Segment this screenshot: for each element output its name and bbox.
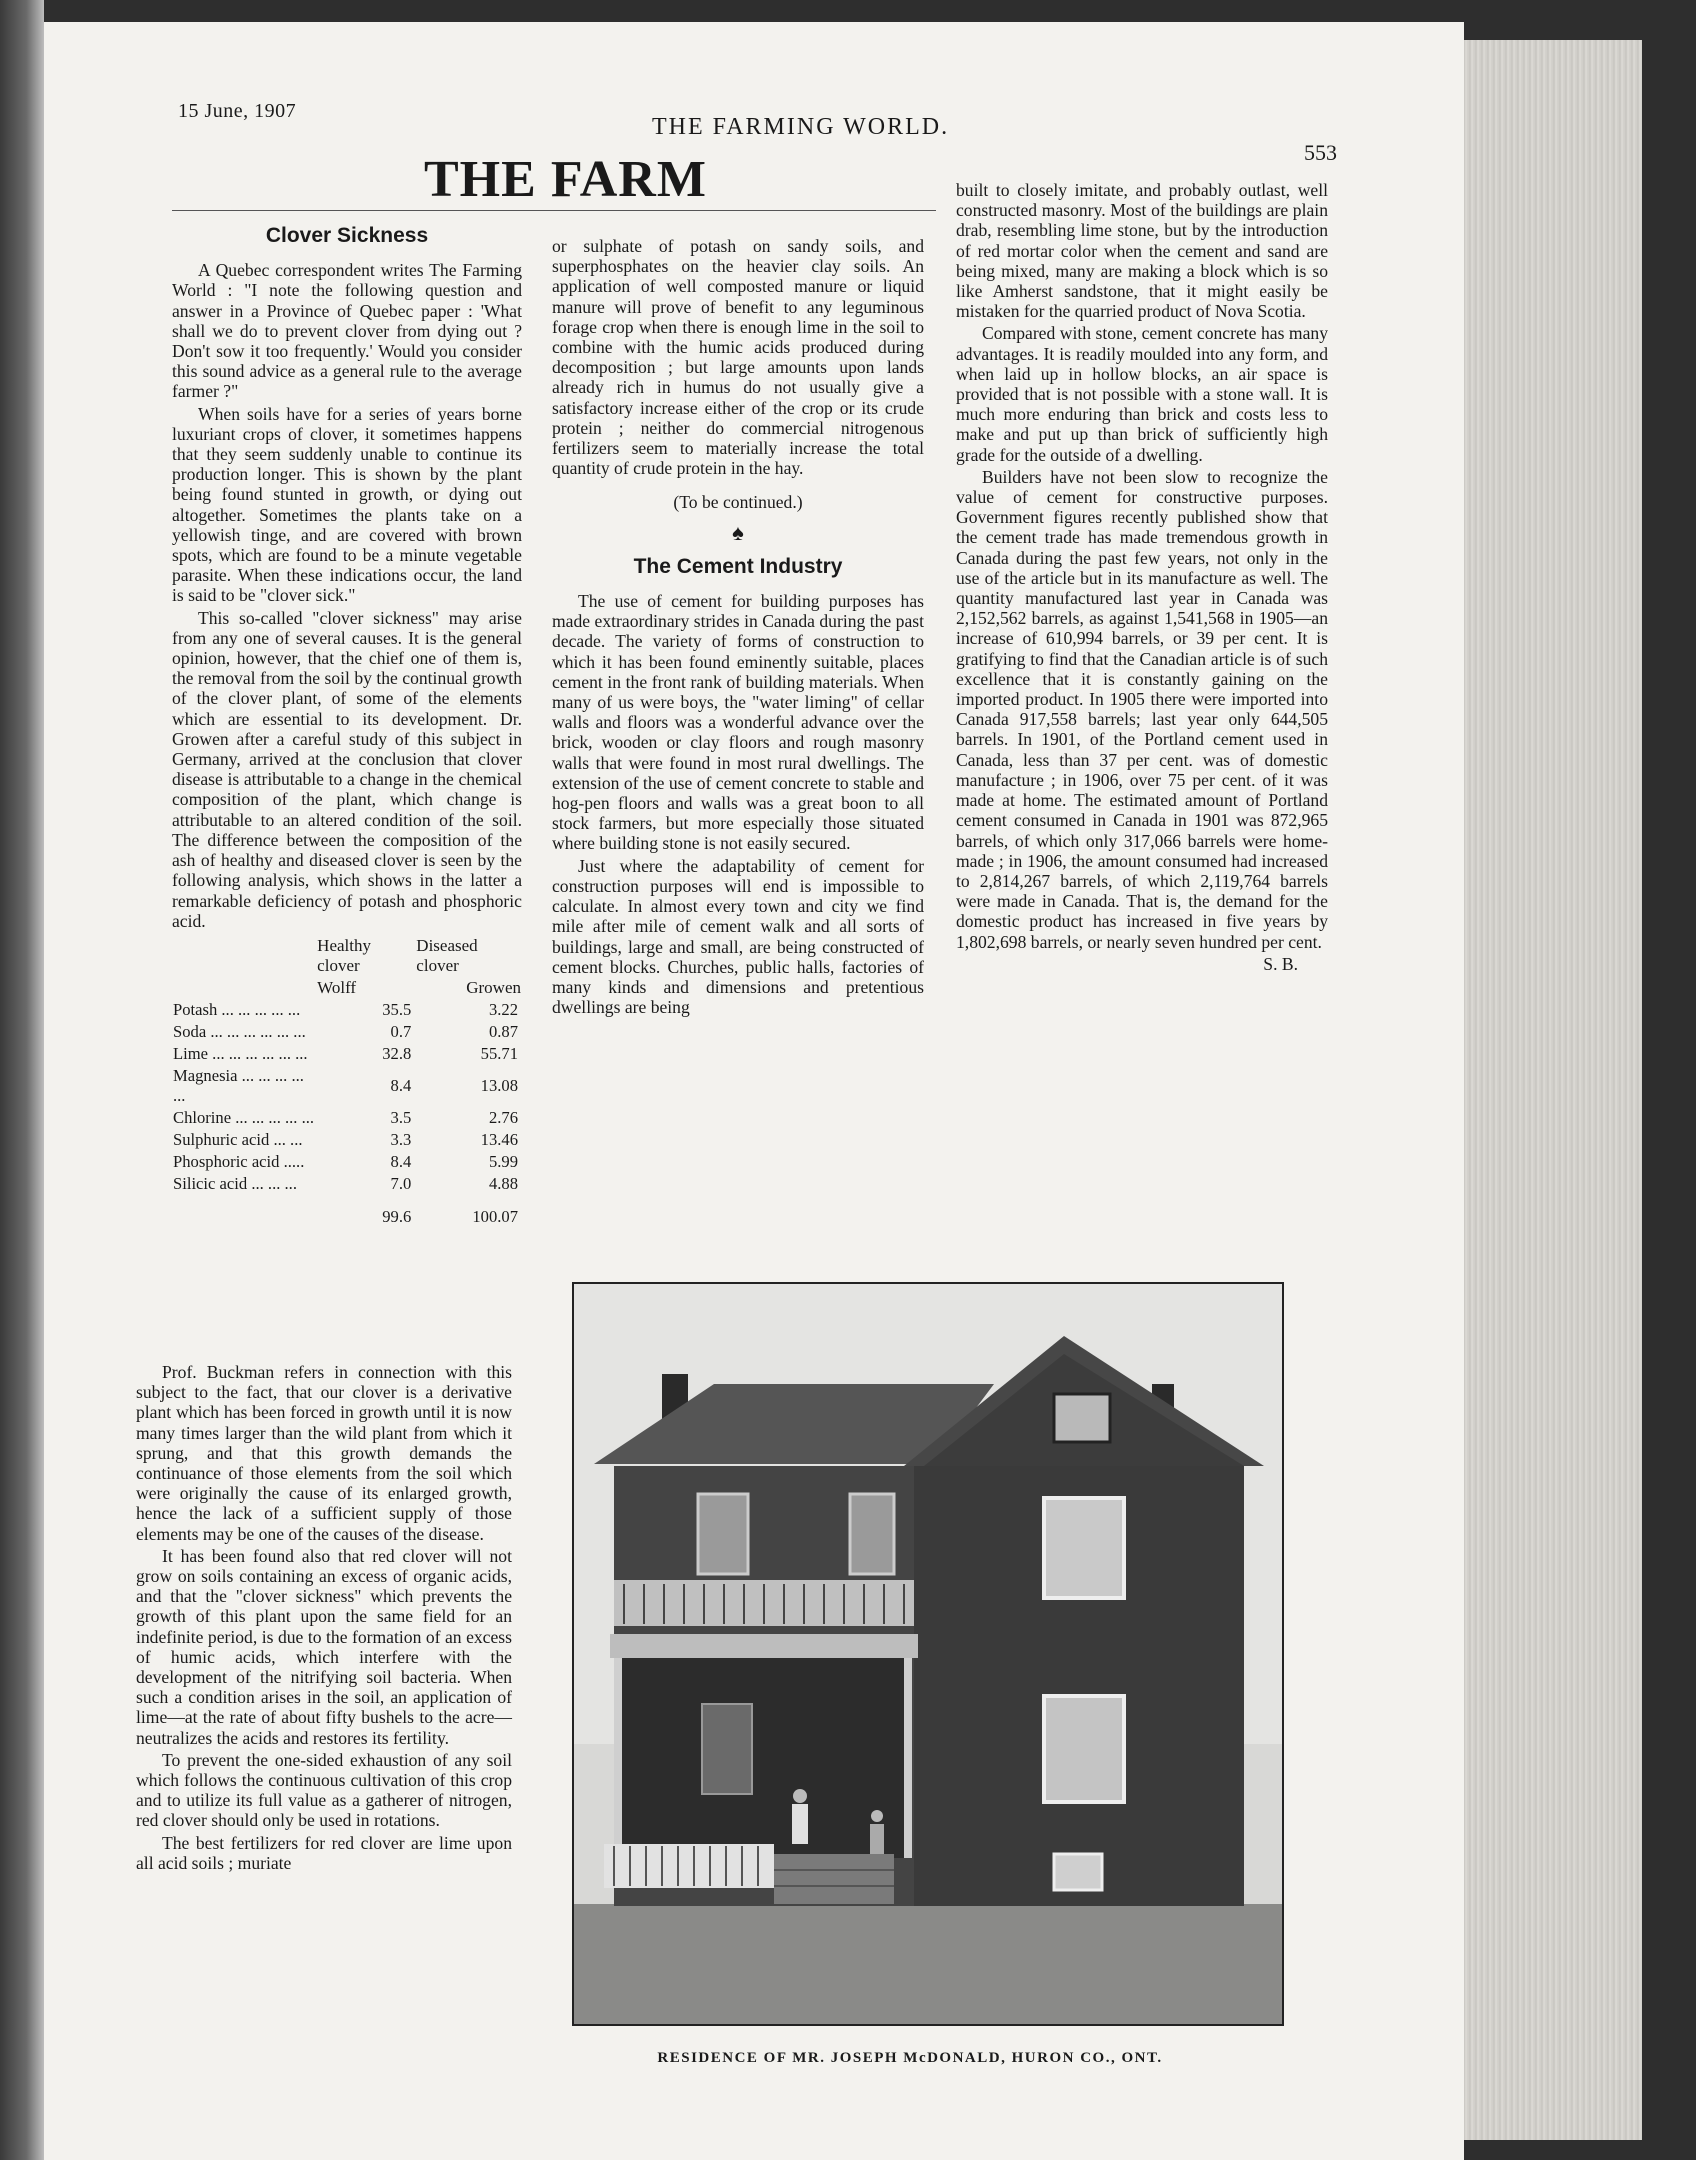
paragraph: Just where the adaptability of cement for construction purposes will end is impossible to calculate. In almost every town and city we find mile after mile of cement walk and all sorts of buildings, large and small, are being constructed of cement blocks. Churches, public halls, factories of many kinds and dimensions and pretentious dwellings are being <box>552 855 924 1018</box>
table-row <box>172 1129 522 1151</box>
row-label: Lime ... ... ... ... ... ... <box>173 1043 308 1063</box>
paragraph: Prof. Buckman refers in connection with this subject to the fact, that our clover is a derivative plant which has been forced in growth until it is now many times larger than the wild plant from which it sprung, and that this growth demands the continuance of those elements from the soil which were originally the cause of its enlarged growth, hence the lack of a sufficient supply of those elements may be one of the causes of the disease. <box>136 1362 512 1544</box>
clover-ash-analysis-table <box>172 935 522 1228</box>
column-1-lower <box>136 1362 512 1873</box>
diseased-value: 4.88 <box>488 1173 518 1193</box>
paragraph: Compared with stone, cement concrete has many advantages. It is readily moulded into any form, and when laid up in hollow blocks, an air space is provided that is not possible with a stone wall. It is much more enduring than brick and costs less to make and put up than brick of sufficiently high grade for the outside of a dwelling. <box>956 323 1328 465</box>
healthy-value: 3.3 <box>390 1129 412 1149</box>
section-title: THE FARM <box>424 151 707 208</box>
article-title-cement-industry: The Cement Industry <box>633 554 843 578</box>
healthy-value: 7.0 <box>390 1173 412 1193</box>
table-total-row <box>172 1195 522 1228</box>
paragraph: The best fertilizers for red clover are lime upon all acid soils ; muriate <box>136 1832 512 1873</box>
club-ornament-icon: ♠ <box>732 519 744 545</box>
scan-edge-left <box>0 0 44 2160</box>
paragraph: To prevent the one-sided exhaustion of any soil which follows the continuous cultivation of this crop and to utilize its full value as a gatherer of nitrogen, red clover should only be used in rotations. <box>136 1749 512 1831</box>
healthy-value: 32.8 <box>382 1043 412 1063</box>
diseased-value: 3.22 <box>488 999 518 1019</box>
table-row <box>172 1021 522 1043</box>
total-diseased: 100.07 <box>472 1206 518 1226</box>
row-label: Potash ... ... ... ... ... <box>173 999 301 1019</box>
total-healthy: 99.6 <box>382 1206 412 1226</box>
book-page-edges <box>1462 40 1642 2140</box>
article-title-clover-sickness: Clover Sickness <box>265 224 429 247</box>
diseased-value: 5.99 <box>488 1151 518 1171</box>
table-subhead-growen: Growen <box>466 977 521 997</box>
paragraph: This so-called "clover sickness" may arise from any one of several causes. It is the general opinion, however, that the chief one of them is, the removal from the soil by the continual growth of the clover plant, of some of the elements which are essential to its development. Dr. Growen after a careful study of this subject in Germany, arrived at the conclusion that clover disease is attributable to a change in the chemical composition of the plant, which change is attributable to an altered condition of the soil. The difference between the composition of the ash of healthy and diseased clover is seen by the following analysis, which shows in the latter a remarkable deficiency of potash and phosphoric acid. <box>172 607 522 931</box>
row-label: Silicic acid ... ... ... <box>173 1173 297 1193</box>
column-2 <box>552 236 924 1017</box>
table-row <box>172 1043 522 1065</box>
healthy-value: 0.7 <box>390 1021 412 1041</box>
row-label: Soda ... ... ... ... ... ... <box>173 1021 306 1041</box>
table-row <box>172 1173 522 1195</box>
house-illustration <box>574 1284 1282 2024</box>
table-row <box>172 1151 522 1173</box>
issue-date: 15 June, 1907 <box>178 100 297 122</box>
photo-caption: RESIDENCE OF MR. JOSEPH McDONALD, HURON CO., ONT. <box>657 2050 1163 2066</box>
row-label: Chlorine ... ... ... ... ... <box>173 1107 315 1127</box>
diseased-value: 13.08 <box>480 1075 518 1095</box>
paragraph: A Quebec correspondent writes The Farming World : "I note the following question and answer in a Province of Quebec paper : 'What shall we do to prevent clover from dying out ? Don't sow it too frequently.' Would you consider this sound advice as a general rule to the average farmer ?" <box>172 260 522 402</box>
to-be-continued: (To be continued.) <box>673 492 803 513</box>
table-head-diseased: Diseased clover <box>416 935 478 975</box>
healthy-value: 3.5 <box>390 1107 412 1127</box>
healthy-value: 35.5 <box>382 999 412 1019</box>
title-rule <box>172 210 936 211</box>
diseased-value: 2.76 <box>488 1107 518 1127</box>
table-row <box>172 1065 522 1107</box>
table-row <box>172 1107 522 1129</box>
paragraph: Builders have not been slow to recognize the value of cement for constructive purposes. Government figures recently published show that the cement trade has made tremendous growth in Canada during the past few years, not only in the use of the article but in its manufacture as well. The quantity manufactured last year in Canada was 2,152,562 barrels, as against 1,541,568 in 1905—an increase of 610,994 barrels, or 39 per cent. It is gratifying to find that the Canadian article is of such excellence that it is constantly gaining on the imported product. In 1905 there were imported into Canada 917,558 barrels; last year only 644,505 barrels. In 1901, of the Portland cement used in Canada, less than 37 per cent. was of domestic manufacture ; in 1906, over 75 per cent. of it was made at home. The estimated amount of Portland cement consumed in Canada in 1901 was 872,965 barrels, of which only 317,066 barrels were home-made ; in 1906, the amount consumed had increased to 2,814,267 barrels, of which 2,119,764 barrels were made in Canada. That is, the demand for the domestic product has increased in five years by 1,802,698 barrels, or nearly seven hundred per cent. <box>956 466 1328 952</box>
table-subhead-wolff: Wolff <box>317 977 357 997</box>
diseased-value: 0.87 <box>488 1021 518 1041</box>
healthy-value: 8.4 <box>390 1151 412 1171</box>
column-3 <box>956 180 1328 974</box>
house-photograph <box>572 1282 1284 2026</box>
table-head-healthy: Healthy clover <box>317 935 371 975</box>
row-label: Phosphoric acid ..... <box>173 1151 305 1171</box>
paragraph: It has been found also that red clover will not grow on soils containing an excess of organic acids, and that the "clover sickness" which prevents the growth of this plant upon the same field for an indefinite period, is due to the formation of an excess of humic acids, which interfere with the development of the nitrifying soil bacteria. When such a condition arises in the soil, an application of lime—at the rate of about fifty bushels to the acre—neutralizes the acids and restores its fertility. <box>136 1545 512 1748</box>
row-label: Sulphuric acid ... ... <box>173 1129 303 1149</box>
running-head: THE FARMING WORLD. <box>652 114 950 140</box>
column-1 <box>172 226 522 1228</box>
page-number: 553 <box>1304 140 1337 165</box>
paragraph: The use of cement for building purposes has made extraordinary strides in Canada during the past decade. The variety of forms of construction to which it has been found eminently suitable, places cement in the front rank of building materials. When many of us were boys, the "water liming" of cellar walls and floors was a wonderful advance over the brick, wooden or clay floors and rough masonry walls that were found in most rural dwellings. The extension of the use of cement concrete to stable and hog-pen floors and walls was a great boon to all stock farmers, but more especially those situated where building stone is not easily secured. <box>552 591 924 854</box>
row-label: Magnesia ... ... ... ... ... <box>173 1065 304 1105</box>
paragraph: When soils have for a series of years borne luxuriant crops of clover, it sometimes happens that they seem suddenly unable to continue its production longer. This is shown by the plant being found stunted in growth, or dying out altogether. Sometimes the plants take on a yellowish tinge, and are covered with brown spots, which are found to be a minute vegetable parasite. When these indications occur, the land is said to be "clover sick." <box>172 403 522 606</box>
diseased-value: 13.46 <box>480 1129 518 1149</box>
table-row <box>172 999 522 1021</box>
diseased-value: 55.71 <box>480 1043 518 1063</box>
healthy-value: 8.4 <box>390 1075 412 1095</box>
paragraph: or sulphate of potash on sandy soils, and superphosphates on the heavier clay soils. An application of well composted manure or liquid manure will prove of benefit to any leguminous forage crop when there is enough lime in the soil to combine with the humic acids produced during decomposition ; but large amounts upon lands already rich in humus do not usually give a satisfactory increase either of the crop or its crude protein ; neither do commercial nitrogenous fertilizers seem to materially increase the total quantity of crude protein in the hay. <box>552 236 924 479</box>
signature: S. B. <box>1263 953 1298 974</box>
paragraph: built to closely imitate, and probably outlast, well constructed masonry. Most of the buildings are plain drab, resembling lime stone, but by the introduction of red mortar color when the cement and sand are being mixed, many are making a block which is so like Amherst sandstone, that it might easily be mistaken for the quarried product of Nova Scotia. <box>956 180 1328 322</box>
